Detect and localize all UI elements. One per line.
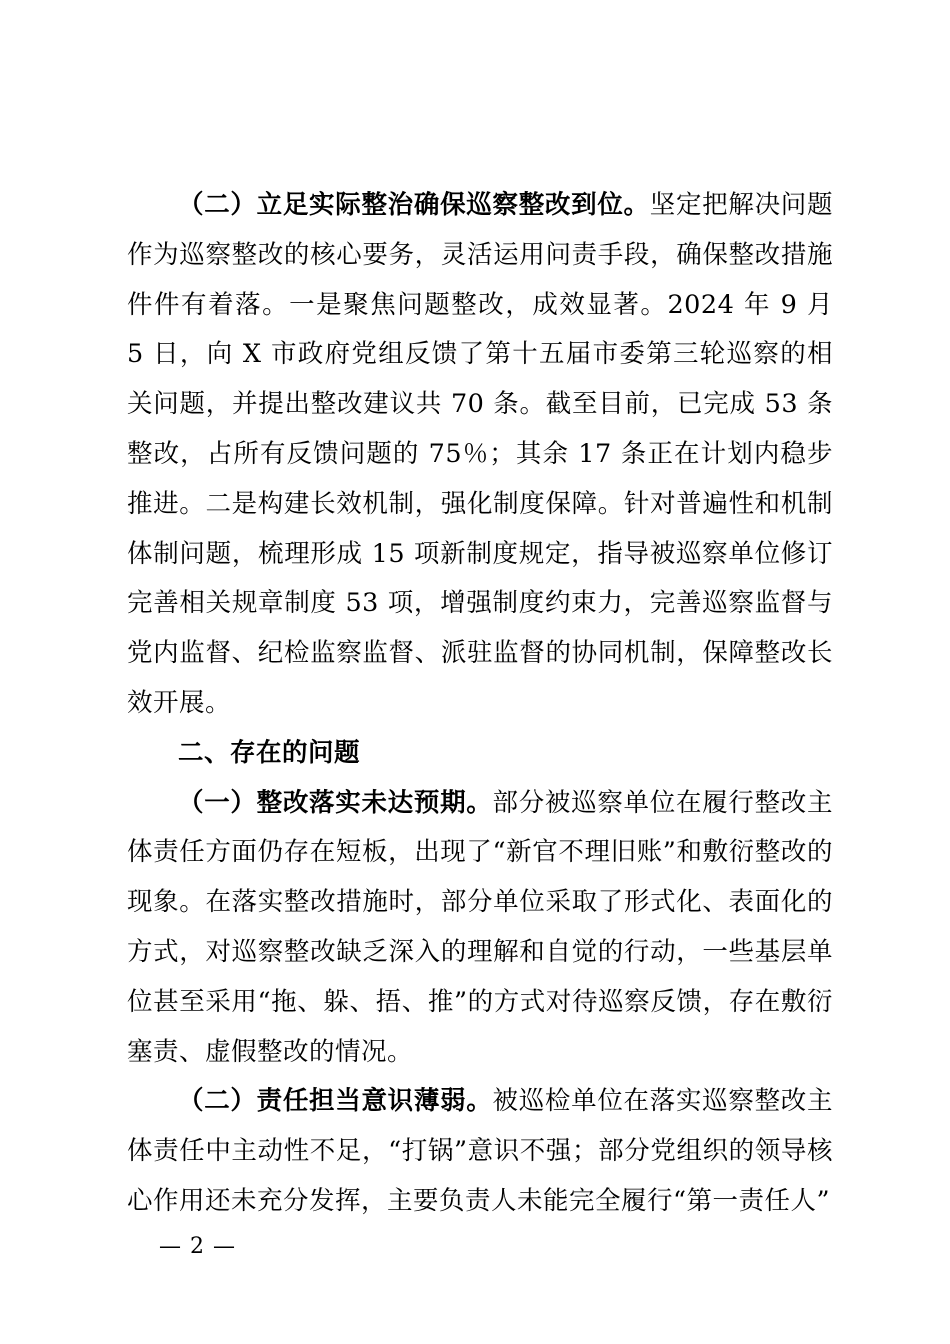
document-body <box>127 181 833 1227</box>
paragraph-text: 坚定把解决问题作为巡察整改的核心要务，灵活运用问责手段，确保整改措施件件有着落。一是聚焦问题整改，成效显著。2024 年 9 月 5 日，向 X 市政府党组反馈了第十五届市委第三轮巡察的相关问题，并提出整改建议共 70 条。截至目前，已完成 53 条整改，占所有反馈问题的 75％；其余 17 条正在计划内稳步推进。二是构建长效机制，强化制度保障。针对普遍性和机制体制问题，梳理形成 15 项新制度规定，指导被巡察单位修订完善相关规章制度 53 项，增强制度约束力，完善巡察监督与党内监督、纪检监察监督、派驻监督的协同机制，保障整改长效开展。 <box>127 190 833 718</box>
paragraph-lead: （一）整改落实未达预期。 <box>178 787 493 818</box>
page-number: — 2 — <box>159 1234 236 1259</box>
paragraph-lead: （二）立足实际整治确保巡察整改到位。 <box>178 190 650 220</box>
paragraph-text: 被巡检单位在落实巡察整改主体责任中主动性不足，“打锅”意识不强；部分党组织的领导核心作用还未充分发挥，主要负责人未能完全履行“第一责任人” <box>127 1086 833 1216</box>
paragraph-lead: （二）责任担当意识薄弱。 <box>178 1086 493 1117</box>
paragraph-weak-responsibility <box>127 1077 833 1226</box>
section-heading-existing-problems: 二、存在的问题 <box>178 737 361 768</box>
paragraph-rectification-in-place <box>127 181 833 729</box>
paragraph-rectification-shortfall <box>127 779 833 1078</box>
paragraph-text: 部分被巡察单位在履行整改主体责任方面仍存在短板，出现了“新官不理旧账”和敷衍整改的现象。在落实整改措施时，部分单位采取了形式化、表面化的方式，对巡察整改缺乏深入的理解和自觉的行动，一些基层单位甚至采用“拖、躲、捂、推”的方式对待巡察反馈，存在敷衍塞责、虚假整改的情况。 <box>127 787 833 1067</box>
